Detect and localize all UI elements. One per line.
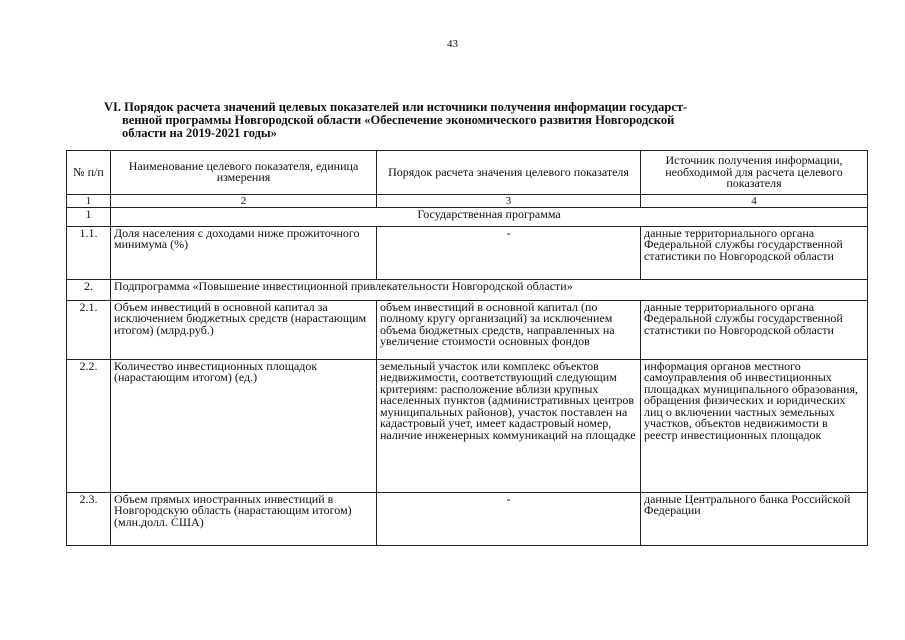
row-num: 2. — [67, 279, 111, 300]
indicators-table — [66, 150, 868, 546]
table-row — [67, 226, 868, 279]
column-number: 3 — [377, 194, 641, 207]
state-program-row — [67, 207, 868, 226]
state-program-label: Государственная программа — [111, 207, 868, 226]
calc-method: - — [377, 492, 641, 545]
header-method: Порядок расчета значения целевого показателя — [377, 151, 641, 195]
calc-method: земельный участок или комплекс объектов недвижимости, соответствующий следующим критериям: расположение вблизи крупных населенных пунктов (административных центров муниципальных районов), участок поставлен на кадастровый учет, имеет кадастровый номер, наличие инженерных коммуникаций на площадке — [377, 359, 641, 492]
table-header-row — [67, 151, 868, 195]
table-row — [67, 300, 868, 359]
row-num: 1.1. — [67, 226, 111, 279]
indicator-name: Доля населения с доходами ниже прожиточного минимума (%) — [111, 226, 377, 279]
column-number: 4 — [641, 194, 868, 207]
table-row — [67, 492, 868, 545]
subprogram-label: Подпрограмма «Повышение инвестиционной привлекательности Новгородской области» — [111, 279, 868, 300]
column-number: 1 — [67, 194, 111, 207]
row-num: 1 — [67, 207, 111, 226]
header-name: Наименование целевого показателя, единица измерения — [111, 151, 377, 195]
page-number: 43 — [447, 38, 458, 50]
indicator-name: Объем инвестиций в основной капитал за исключением бюджетных средств (нарастающим итогом) (млрд.руб.) — [111, 300, 377, 359]
heading-line-3: области на 2019-2021 годы» — [122, 126, 277, 140]
row-num: 2.1. — [67, 300, 111, 359]
table-row — [67, 359, 868, 492]
indicator-name: Объем прямых иностранных инвестиций в Новгородскую область (нарастающим итогом) (млн.долл. США) — [111, 492, 377, 545]
header-num: № п/п — [67, 151, 111, 195]
indicator-name: Количество инвестиционных площадок (нарастающим итогом) (ед.) — [111, 359, 377, 492]
info-source: данные Центрального банка Российской Федерации — [641, 492, 868, 545]
column-number: 2 — [111, 194, 377, 207]
row-num: 2.2. — [67, 359, 111, 492]
heading-line-1: VI. Порядок расчета значений целевых показателей или источники получения информации государст- — [104, 100, 688, 114]
info-source: данные территориального органа Федеральной службы государственной статистики по Новгородской области — [641, 300, 868, 359]
heading-line-2: венной программы Новгородской области «Обеспечение экономического развития Новгородской — [122, 113, 675, 127]
info-source: данные территориального органа Федеральной службы государственной статистики по Новгородской области — [641, 226, 868, 279]
calc-method: объем инвестиций в основной капитал (по полному кругу организаций) за исключением объема бюджетных средств, направленных на увеличение стоимости основных фондов — [377, 300, 641, 359]
row-num: 2.3. — [67, 492, 111, 545]
section-heading — [104, 101, 804, 140]
subprogram-row — [67, 279, 868, 300]
column-numbers-row — [67, 194, 868, 207]
calc-method: - — [377, 226, 641, 279]
info-source: информация органов местного самоуправления об инвестиционных площадках муниципального образования, обращения физических и юридических лиц о включении частных земельных участков, объектов недвижимости в реестр инвестиционных площадок — [641, 359, 868, 492]
header-source: Источник получения информации, необходимой для расчета целевого показателя — [641, 151, 868, 195]
